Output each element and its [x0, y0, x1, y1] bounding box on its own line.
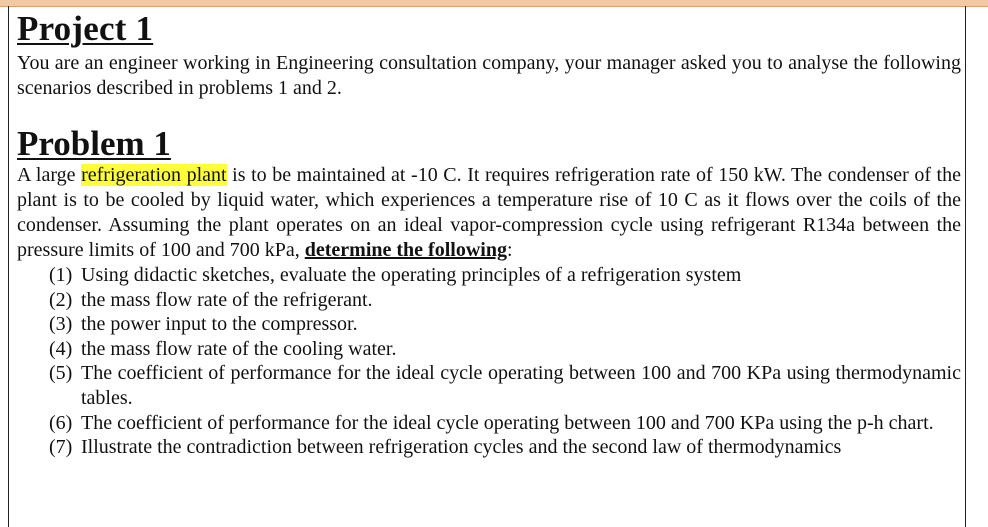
document-content — [17, 8, 961, 460]
item-text: the mass flow rate of the refrigerant. — [81, 288, 373, 311]
task-list — [17, 263, 961, 460]
item-text: The coefficient of performance for the ideal cycle operating between 100 and 700 KPa using the p-h chart. — [81, 411, 934, 434]
project-intro: You are an engineer working in Engineering consultation company, your manager asked you to analyse the following scenarios described in problems 1 and 2. — [17, 52, 961, 99]
problem-text-after: : — [506, 239, 513, 261]
item-number: (7) — [49, 436, 73, 459]
item-number: (5) — [49, 362, 73, 385]
list-item — [49, 337, 961, 362]
item-number: (4) — [49, 337, 73, 360]
problem-text-middle: is to be maintained at -10 C. It requires refrigeration rate of 150 kW. The condenser of the plant is to be cooled by liquid water, which experiences a temperature rise of 10 C as it flows over the coils of the condenser. Assuming the plant operates on an ideal vapor-compression cycle using refrigerant R134a between the pressure limits of 100 and 700 kPa, — [17, 164, 961, 261]
list-item — [49, 411, 961, 436]
highlighted-text: refrigeration plant — [81, 164, 227, 186]
item-number: (6) — [49, 411, 73, 434]
item-number: (2) — [49, 288, 73, 311]
list-item — [49, 263, 961, 288]
problem-statement — [17, 163, 961, 263]
item-text: Using didactic sketches, evaluate the operating principles of a refrigeration system — [81, 264, 742, 286]
list-item — [49, 435, 961, 460]
item-number: (1) — [49, 264, 73, 286]
item-text: the power input to the compressor. — [81, 313, 358, 336]
item-text: the mass flow rate of the cooling water. — [81, 337, 397, 360]
problem-title: Problem 1 — [17, 124, 171, 163]
determine-emphasis: determine the following — [304, 239, 507, 261]
item-text: Illustrate the contradiction between refrigeration cycles and the second law of thermodynamics — [81, 436, 842, 459]
list-item — [49, 361, 961, 410]
item-number: (3) — [49, 313, 73, 336]
list-item — [49, 312, 961, 337]
problem-text-before: A large — [17, 164, 82, 186]
project-title: Project 1 — [17, 9, 154, 48]
list-item — [49, 288, 961, 313]
item-text: The coefficient of performance for the ideal cycle operating between 100 and 700 KPa using thermodynamic tables. — [81, 362, 961, 409]
